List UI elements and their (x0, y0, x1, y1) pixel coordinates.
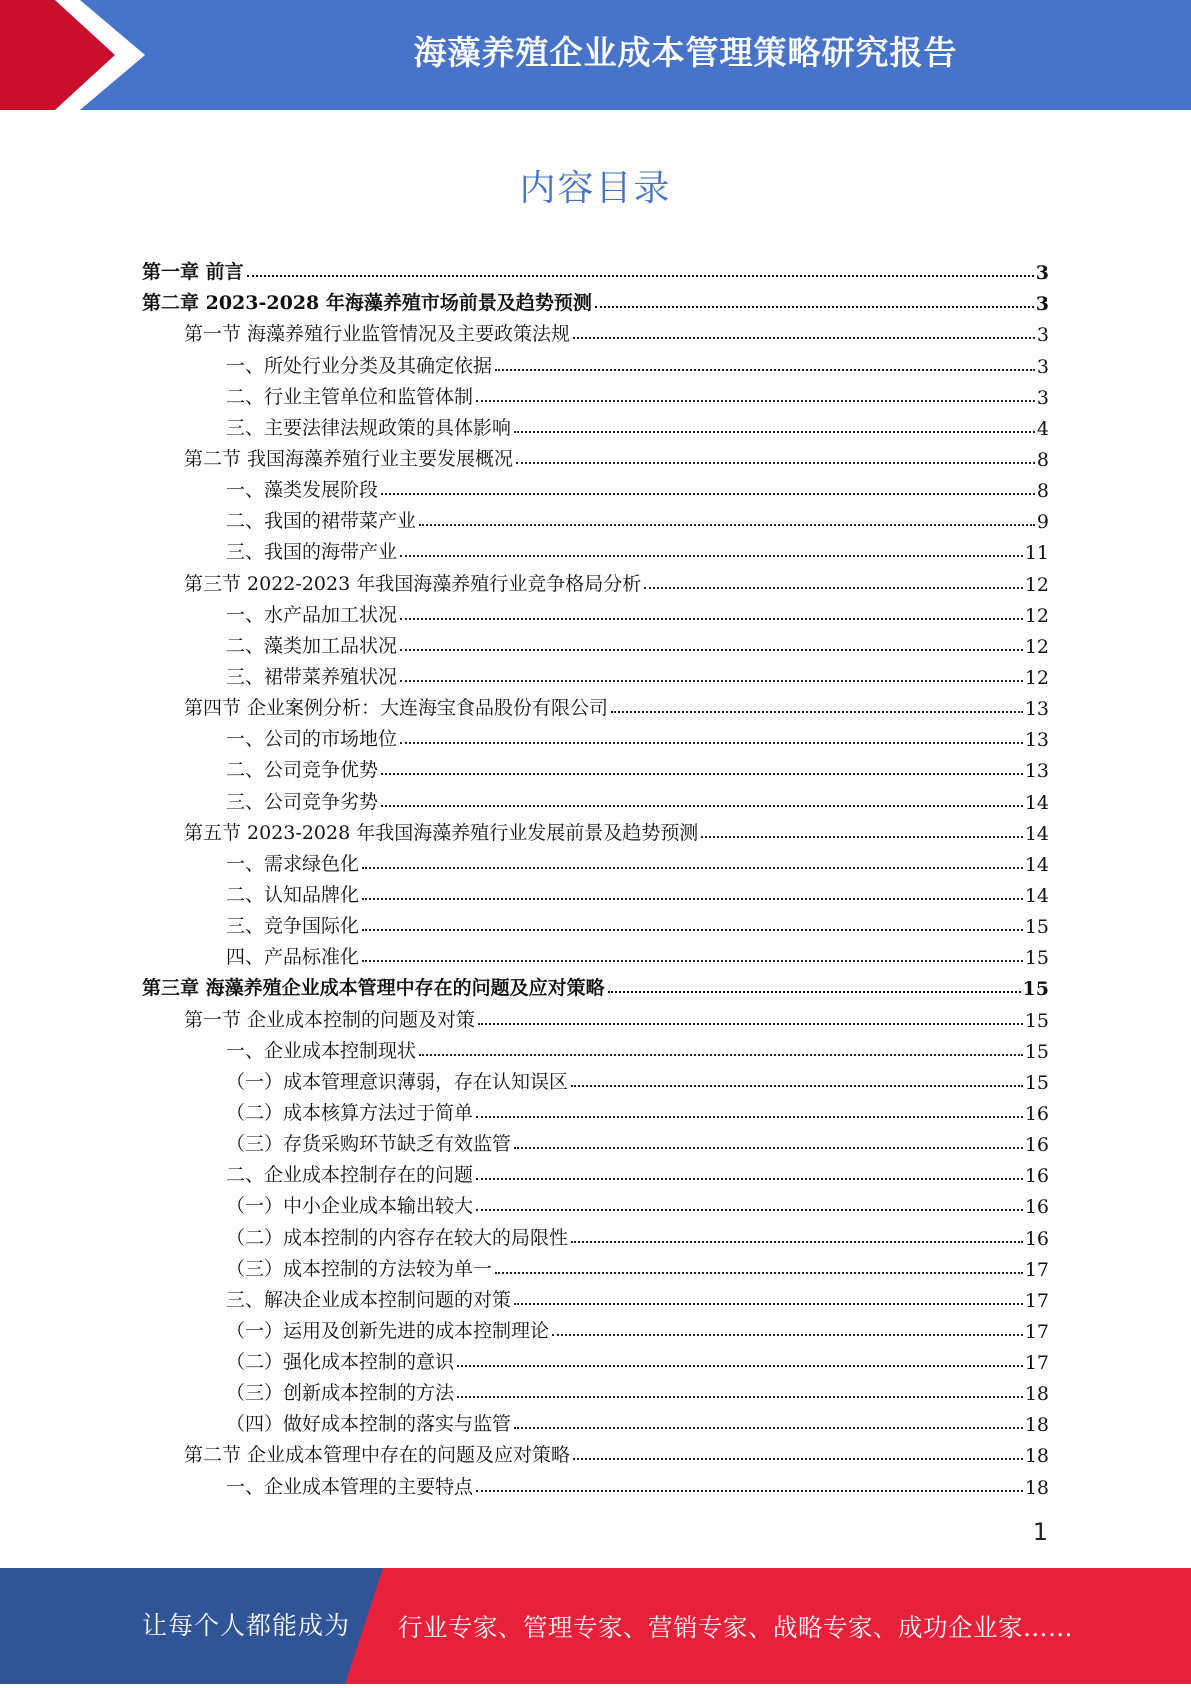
toc-leader-dots (516, 461, 1035, 464)
toc-entry-label: 第四节 企业案例分析：大连海宝食品股份有限公司 (184, 697, 609, 720)
toc-leader-dots (514, 430, 1035, 433)
toc-leader-dots (571, 1084, 1023, 1087)
toc-entry-page: 18 (1024, 1476, 1049, 1499)
toc-entry[interactable] (142, 1405, 1049, 1436)
toc-entry-page: 3 (1036, 324, 1049, 347)
toc-entry[interactable] (142, 1218, 1049, 1249)
toc-entry[interactable] (142, 253, 1049, 284)
toc-entry[interactable] (142, 533, 1049, 564)
footer-slogan-left: 让每个人都能成为 (142, 1611, 351, 1640)
toc-entry-page: 17 (1024, 1289, 1049, 1312)
toc-entry-page: 4 (1036, 417, 1049, 440)
toc-leader-dots (571, 1240, 1023, 1243)
toc-entry-page: 16 (1024, 1196, 1049, 1219)
toc-entry-page: 17 (1024, 1320, 1049, 1343)
toc-entry-label: 第五节 2023-2028 年我国海藻养殖行业发展前景及趋势预测 (184, 821, 699, 844)
toc-entry-page: 3 (1035, 262, 1049, 285)
toc-entry-label: 第二节 我国海藻养殖行业主要发展概况 (184, 447, 514, 470)
toc-entry-page: 15 (1024, 1071, 1049, 1094)
toc-entry-label: （一）中小企业成本输出较大 (226, 1195, 474, 1218)
toc-leader-dots (478, 1022, 1023, 1025)
toc-entry[interactable] (142, 1312, 1049, 1343)
toc-leader-dots (595, 305, 1034, 308)
toc-entry-page: 14 (1024, 791, 1049, 814)
toc-leader-dots (362, 959, 1023, 962)
toc-entry[interactable] (142, 1156, 1049, 1187)
toc-entry[interactable] (142, 1000, 1049, 1031)
toc-entry-page: 3 (1036, 386, 1049, 409)
toc-leader-dots (362, 928, 1023, 931)
toc-leader-dots (400, 648, 1023, 651)
toc-entry[interactable] (142, 471, 1049, 502)
toc-entry[interactable] (142, 564, 1049, 595)
toc-leader-dots (611, 710, 1023, 713)
toc-entry-page: 18 (1024, 1414, 1049, 1437)
toc-leader-dots (608, 990, 1021, 993)
report-title: 海藻养殖企业成本管理策略研究报告 (413, 33, 958, 72)
toc-entry-label: 一、所处行业分类及其确定依据 (226, 354, 493, 377)
toc-entry-page: 8 (1036, 448, 1049, 471)
toc-entry-label: 第二章 2023-2028 年海藻养殖市场前景及趋势预测 (142, 292, 592, 315)
toc-entry-page: 15 (1024, 947, 1049, 970)
toc-entry[interactable] (142, 596, 1049, 627)
toc-leader-dots (476, 1208, 1023, 1211)
toc-leader-dots (644, 586, 1023, 589)
toc-entry-label: 二、公司竞争优势 (226, 759, 379, 782)
toc-entry-label: （三）成本控制的方法较为单一 (226, 1257, 493, 1280)
toc-entry[interactable] (142, 1094, 1049, 1125)
toc-leader-dots (247, 274, 1034, 277)
toc-entry-page: 13 (1024, 729, 1049, 752)
toc-entry[interactable] (142, 1436, 1049, 1467)
toc-leader-dots (362, 897, 1023, 900)
toc-entry-label: 一、公司的市场地位 (226, 728, 398, 751)
toc-leader-dots (381, 492, 1035, 495)
toc-entry[interactable] (142, 1187, 1049, 1218)
toc-entry[interactable] (142, 969, 1049, 1000)
toc-entry-page: 13 (1024, 760, 1049, 783)
toc-entry-label: （三）存货采购环节缺乏有效监管 (226, 1133, 512, 1156)
toc-entry-page: 15 (1024, 916, 1049, 939)
toc-leader-dots (701, 835, 1023, 838)
toc-entry[interactable] (142, 814, 1049, 845)
toc-entry-page: 12 (1024, 604, 1049, 627)
toc-entry-page: 14 (1024, 822, 1049, 845)
toc-entry[interactable] (142, 440, 1049, 471)
page-number: 1 (1032, 1518, 1048, 1546)
toc-leader-dots (381, 804, 1023, 807)
toc-entry[interactable] (142, 689, 1049, 720)
toc-entry-label: 二、我国的裙带菜产业 (226, 510, 417, 533)
toc-entry-page: 17 (1024, 1258, 1049, 1281)
toc-leader-dots (514, 1426, 1023, 1429)
toc-entry-label: 第三节 2022-2023 年我国海藻养殖行业竞争格局分析 (184, 572, 642, 595)
toc-entry-page: 16 (1024, 1227, 1049, 1250)
toc-entry-label: （二）成本核算方法过于简单 (226, 1101, 474, 1124)
toc-entry-label: 第三章 海藻养殖企业成本管理中存在的问题及应对策略 (142, 977, 605, 1000)
toc-entry-label: （三）创新成本控制的方法 (226, 1382, 455, 1405)
toc-entry-page: 16 (1024, 1165, 1049, 1188)
toc-entry[interactable] (142, 782, 1049, 813)
toc-leader-dots (400, 617, 1023, 620)
toc-entry-page: 12 (1024, 666, 1049, 689)
toc-entry[interactable] (142, 907, 1049, 938)
toc-leader-dots (419, 523, 1035, 526)
toc-entry-page: 13 (1024, 698, 1049, 721)
toc-entry-page: 18 (1024, 1383, 1049, 1406)
toc-entry-label: 三、解决企业成本控制问题的对策 (226, 1288, 512, 1311)
toc-entry-label: 第一章 前言 (142, 261, 244, 284)
toc-entry[interactable] (142, 1250, 1049, 1281)
toc-entry-page: 3 (1036, 355, 1049, 378)
toc-entry-label: 二、行业主管单位和监管体制 (226, 385, 474, 408)
toc-leader-dots (514, 1302, 1023, 1305)
toc-entry[interactable] (142, 1374, 1049, 1405)
toc-leader-dots (476, 1489, 1023, 1492)
toc-entry-label: 三、裙带菜养殖状况 (226, 665, 398, 688)
toc-entry-page: 12 (1024, 573, 1049, 596)
toc-entry-label: 一、企业成本控制现状 (226, 1039, 417, 1062)
toc-entry-label: （一）成本管理意识薄弱，存在认知误区 (226, 1070, 569, 1093)
toc-entry[interactable] (142, 284, 1049, 315)
toc-entry[interactable] (142, 751, 1049, 782)
toc-entry-label: （二）成本控制的内容存在较大的局限性 (226, 1226, 569, 1249)
toc-leader-dots (457, 1395, 1023, 1398)
toc-entry[interactable] (142, 1281, 1049, 1312)
footer-banner (0, 1568, 1191, 1684)
toc-entry[interactable] (142, 502, 1049, 533)
toc-entry[interactable] (142, 720, 1049, 751)
toc-leader-dots (476, 1177, 1023, 1180)
toc-leader-dots (400, 554, 1023, 557)
toc-entry-page: 12 (1024, 635, 1049, 658)
toc-entry-page: 15 (1022, 978, 1049, 1001)
toc-entry-label: 一、藻类发展阶段 (226, 479, 379, 502)
toc-entry-label: 二、认知品牌化 (226, 883, 360, 906)
toc-leader-dots (573, 336, 1035, 339)
toc-entry-label: 一、需求绿色化 (226, 852, 360, 875)
toc-entry[interactable] (142, 938, 1049, 969)
toc-entry-label: 一、水产品加工状况 (226, 603, 398, 626)
toc-entry-label: 四、产品标准化 (226, 946, 360, 969)
toc-entry-label: 第一节 企业成本控制的问题及对策 (184, 1008, 476, 1031)
toc-entry-page: 14 (1024, 853, 1049, 876)
toc-entry[interactable] (142, 1343, 1049, 1374)
toc-entry-label: 二、藻类加工品状况 (226, 634, 398, 657)
toc-entry[interactable] (142, 1032, 1049, 1063)
toc-entry-label: 三、我国的海带产业 (226, 541, 398, 564)
toc-entry-page: 17 (1024, 1352, 1049, 1375)
toc-entry-page: 15 (1024, 1040, 1049, 1063)
toc-entry-page: 18 (1024, 1445, 1049, 1468)
toc-entry-label: （四）做好成本控制的落实与监管 (226, 1413, 512, 1436)
toc-leader-dots (476, 399, 1035, 402)
toc-entry-page: 16 (1024, 1134, 1049, 1157)
footer-slogan-right: 行业专家、管理专家、营销专家、战略专家、成功企业家…… (398, 1613, 1073, 1642)
toc-leader-dots (495, 368, 1035, 371)
toc-entry-label: 二、企业成本控制存在的问题 (226, 1164, 474, 1187)
toc-entry[interactable] (142, 1063, 1049, 1094)
header-banner (0, 0, 1191, 110)
toc-entry-label: 一、企业成本管理的主要特点 (226, 1475, 474, 1498)
toc-leader-dots (400, 741, 1023, 744)
toc-heading: 内容目录 (519, 168, 672, 209)
toc-leader-dots (362, 866, 1023, 869)
toc-entry[interactable] (142, 409, 1049, 440)
toc-entry-page: 8 (1036, 480, 1049, 503)
toc-entry[interactable] (142, 346, 1049, 377)
toc-entry-page: 9 (1036, 511, 1049, 534)
toc-entry[interactable] (142, 378, 1049, 409)
toc-entry-page: 14 (1024, 884, 1049, 907)
toc-entry-page: 11 (1024, 542, 1049, 565)
toc-entry-label: 三、主要法律法规政策的具体影响 (226, 416, 512, 439)
toc-leader-dots (514, 1146, 1023, 1149)
toc-leader-dots (419, 1053, 1023, 1056)
toc-leader-dots (381, 772, 1023, 775)
toc-leader-dots (457, 1364, 1023, 1367)
toc-entry[interactable] (142, 658, 1049, 689)
toc-entry-label: （一）运用及创新先进的成本控制理论 (226, 1319, 550, 1342)
toc-entry[interactable] (142, 1125, 1049, 1156)
toc-leader-dots (400, 679, 1023, 682)
toc-entry-label: 三、公司竞争劣势 (226, 790, 379, 813)
toc-entry[interactable] (142, 627, 1049, 658)
toc-entry-page: 15 (1024, 1009, 1049, 1032)
toc-entry-label: 三、竞争国际化 (226, 915, 360, 938)
toc-entry[interactable] (142, 1467, 1049, 1498)
toc-entry-label: （二）强化成本控制的意识 (226, 1351, 455, 1374)
toc-leader-dots (573, 1457, 1023, 1460)
toc-leader-dots (476, 1115, 1023, 1118)
toc-entry[interactable] (142, 845, 1049, 876)
toc-entry-page: 3 (1035, 293, 1049, 316)
table-of-contents (142, 253, 1049, 1499)
toc-entry[interactable] (142, 315, 1049, 346)
toc-entry[interactable] (142, 876, 1049, 907)
toc-entry-page: 16 (1024, 1102, 1049, 1125)
toc-entry-label: 第一节 海藻养殖行业监管情况及主要政策法规 (184, 323, 571, 346)
toc-leader-dots (552, 1333, 1023, 1336)
toc-entry-label: 第二节 企业成本管理中存在的问题及应对策略 (184, 1444, 571, 1467)
toc-leader-dots (495, 1271, 1023, 1274)
